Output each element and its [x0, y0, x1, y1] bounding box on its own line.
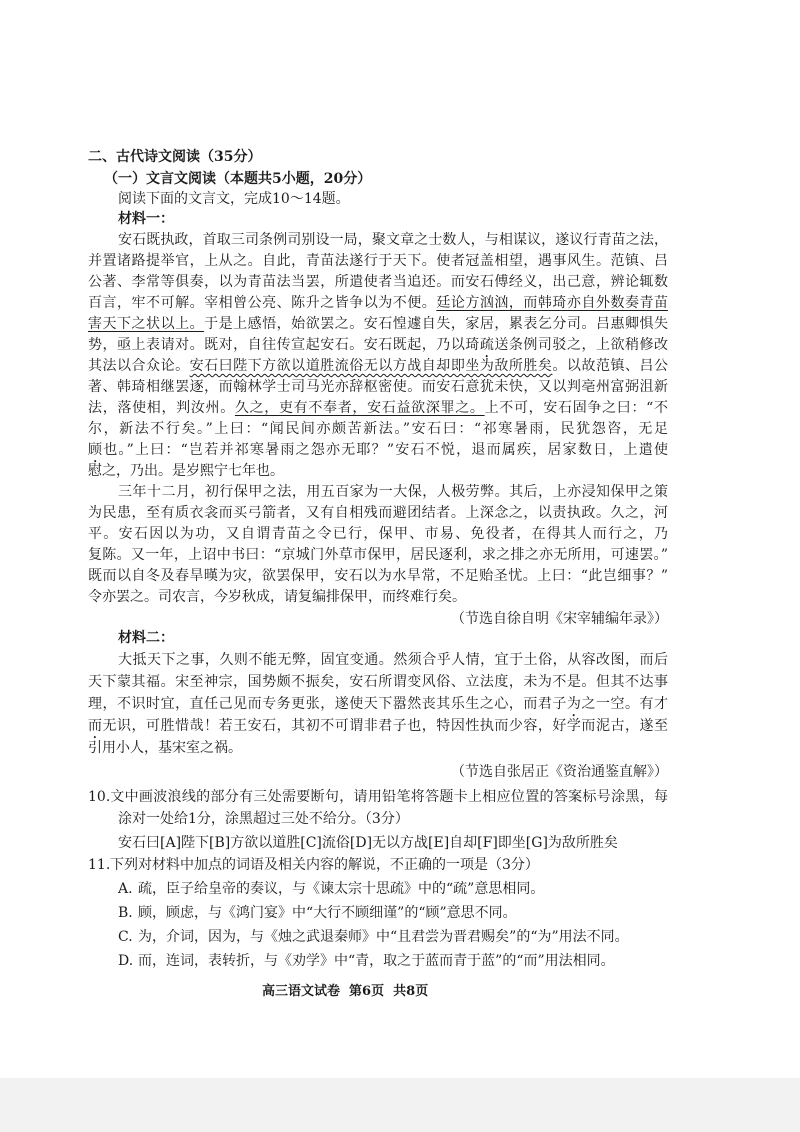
text-line	[88, 419, 668, 440]
text-segment: 为民患，至有质衣衾而买弓箭者，又有自相残而避团结者。上深念之，以责执政。久之，河	[88, 505, 668, 521]
question-text: 下列对材料中加点的词语及相关内容的解说，不正确的一项是（3分）	[110, 857, 539, 873]
underlined-segment: 久之，吏有不奉者，安石益欲深罪之。	[234, 400, 485, 416]
text-segment: 百言，牢不可解。宰相曾公亮、陈升之皆争以为不便。	[88, 295, 437, 311]
question-10-answer-marks: 安石曰[A]陛下[B]方欲以道胜[C]流俗[D]无以方战[E]自却[F]即坐[G]为敌所胜矣	[118, 835, 618, 851]
text-segment: 慰之，乃出。是岁熙宁七年也。	[88, 463, 284, 479]
question-10-stem	[88, 786, 668, 808]
text-segment: 引用小人，基宋室之祸。	[88, 740, 242, 756]
text-line	[88, 335, 668, 356]
material2-label: 材料二：	[118, 630, 174, 646]
text-line	[88, 293, 668, 314]
question-11-options	[118, 877, 668, 973]
question-10-stem-continued: 涂对一处给1分，涂黑超过三处不给分。（3分）	[118, 811, 409, 827]
scan-margin	[0, 1078, 800, 1132]
text-segment: 并置诸路提举官，上从之。自此，青苗法遂行于天下。使者冠盖相望，遇事风生。范镇、吕	[88, 253, 668, 269]
page-footer: 高三语文试卷 第6页 共8页	[262, 984, 429, 999]
paragraph	[88, 230, 668, 482]
dotted-word: 疏	[479, 337, 495, 353]
text-line	[88, 587, 668, 608]
text-line	[88, 566, 668, 587]
dotted-word: 为	[566, 696, 582, 712]
text-segment: 之一空。有才	[581, 696, 669, 712]
text-segment: 平。安石因以为功，又自谓青苗之令已行，保甲、市易、免役者，在得其人而行之，乃	[88, 526, 668, 542]
option-d	[118, 949, 668, 973]
text-segment: 无识，可胜惜哉！若王安石，其初不可谓非君子也，特因性执而少容，好学而泥古，遂至	[102, 718, 669, 734]
paragraph	[88, 482, 668, 608]
text-line	[88, 482, 668, 503]
material1-source: （节选自徐自明《宋宰辅编年录》）	[451, 611, 668, 627]
text-line	[88, 693, 668, 715]
text-line	[88, 671, 668, 693]
text-segment: 尔，新法不行矣。”上曰：“闻民间亦颇苦新法。”安石曰：“祁寒暑雨，民犹怨咨，无足	[88, 421, 668, 437]
option-letter: D.	[118, 953, 134, 969]
text-segment: 令亦罢之。司农言，今岁秋成，请复编排保甲，而终难行矣。	[88, 589, 466, 605]
material1-label: 材料一：	[118, 211, 174, 227]
text-segment: 著、韩琦相继罢逐，而翰林学士司马光亦辞枢密使。而安石意犹未快，又以判亳州富弼沮新	[88, 379, 668, 395]
dotted-word: 顾	[88, 442, 104, 458]
dotted-word: 而	[88, 718, 103, 734]
text-segment: 势，亟上表请对。既对，自往传宣起安石。安石既起，乃以琦	[88, 337, 480, 353]
question-number: 11.	[88, 857, 111, 873]
text-segment: 三年十二月，初行保甲之法，用五百家为一大保，人极劳弊。其后，上亦浸知保甲之策	[118, 484, 668, 500]
question-11-stem	[88, 854, 539, 876]
option-a	[118, 877, 668, 901]
option-letter: B.	[118, 905, 133, 921]
question-number: 10.	[88, 789, 111, 805]
text-segment: 天下蒙其福。宋至神宗，国势颇不振矣，安石所谓变风俗、立法度，未为不是。但其不达事	[88, 674, 668, 690]
option-text: 顾，顾虑，与《鸿门宴》中“大行不顾细谨”的“顾”意思不同。	[138, 905, 517, 921]
subsection-title: （一）文言文阅读（本题共5小题，20分）	[104, 171, 372, 187]
option-text: 为，介词，因为，与《烛之武退秦师》中“且君尝为晋君赐矣”的“为”用法不同。	[138, 929, 629, 945]
text-line	[88, 461, 668, 482]
material2-text	[88, 649, 668, 759]
text-segment: 上不可，安石固争之曰：“不	[484, 400, 669, 416]
option-letter: C.	[118, 929, 133, 945]
text-segment: 公著、李常等俱奏，以为青苗法当罢，所遣使者当追还。而安石傅经义，出己意，辨论辄数	[88, 274, 668, 290]
text-line	[88, 649, 668, 671]
underlined-segment: 廷论方汹汹，而韩琦亦自外数奏青苗	[436, 295, 669, 311]
option-c	[118, 925, 668, 949]
text-segment: 也。”上曰：“岂若并祁寒暑雨之怨亦无耶？”安石不悦，退而属疾，居家数日，上遣使	[103, 442, 668, 458]
wavy-underlined-segment: 安石曰陛下方欲以道胜流俗无以方战自却即坐为敌所胜矣	[189, 358, 553, 374]
material1-text	[88, 230, 668, 608]
text-segment: 送条例司驳之，上欲稍修改	[494, 337, 669, 353]
text-segment: 理，不识时宜，直任己见而专务更张，遂使天下嚣然丧其乐生之心，而君子	[88, 696, 567, 712]
text-segment: 法，落使相，判汝州。	[88, 400, 235, 416]
text-line	[88, 251, 668, 272]
text-line	[88, 545, 668, 566]
text-segment: 既而以自冬及春旱暵为灾，欲罢保甲，安石以为水旱常，不足贻圣忧。上曰：“此岂细事？”	[88, 568, 668, 584]
option-text: 疏，臣子给皇帝的奏议，与《谏太宗十思疏》中的“疏”意思相同。	[138, 881, 545, 897]
text-line	[88, 524, 668, 545]
option-b	[118, 901, 668, 925]
text-segment: 于是上感悟，始欲罢之。安石惶遽自失，家居，累表乞分司。吕惠卿惧失	[204, 316, 669, 332]
reading-instruction: 阅读下面的文言文，完成10～14题。	[118, 191, 350, 207]
material2-source: （节选自张居正《资治通鉴直解》）	[451, 764, 668, 780]
text-line	[88, 440, 668, 461]
text-line	[88, 503, 668, 524]
question-text: 文中画波浪线的部分有三处需要断句，请用铅笔将答题卡上相应位置的答案标号涂黑，每	[110, 789, 668, 805]
section-title: 二、古代诗文阅读（35分）	[88, 149, 262, 165]
text-line	[88, 377, 668, 398]
text-line	[88, 715, 668, 737]
text-segment: 安石既执政，首取三司条例司别设一局，聚文章之士数人，与相谋议，遂议行青苗之法，	[118, 232, 668, 248]
option-text: 而，连词，表转折，与《劝学》中“青，取之于蓝而青于蓝”的“而”用法相同。	[138, 953, 615, 969]
text-segment: 。以故范镇、吕公	[552, 358, 669, 374]
text-line	[88, 737, 668, 759]
paragraph	[88, 649, 668, 759]
text-segment: 其法以合众论。	[88, 358, 190, 374]
text-segment: 大抵天下之事，久则不能无弊，固宜变通。然须合乎人情，宜于土俗，从容改图，而后	[118, 652, 668, 668]
text-line	[88, 230, 668, 251]
text-line	[88, 272, 668, 293]
text-line	[88, 314, 668, 335]
text-line	[88, 398, 668, 419]
text-line	[88, 356, 668, 377]
option-letter: A.	[118, 881, 133, 897]
underlined-segment: 害天下之状以上。	[88, 316, 205, 332]
text-segment: 复陈。又一年，上诏中书曰：“京城门外草市保甲，居民逐利，求之排之亦无所用，可速罢。”	[88, 547, 668, 563]
